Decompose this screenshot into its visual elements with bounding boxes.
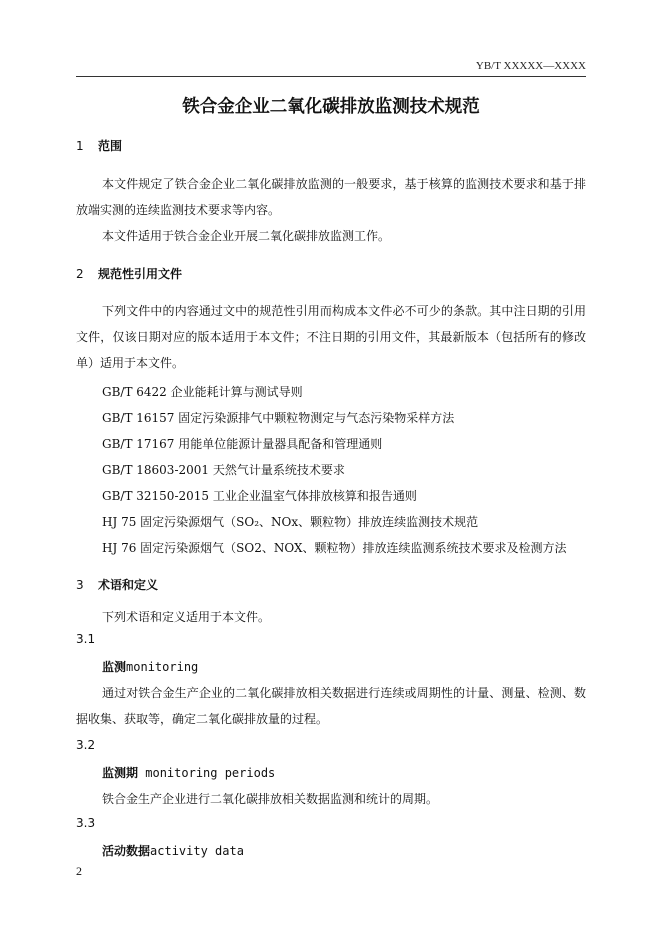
reference-item: GB/T 17167 用能单位能源计量器具配备和管理通则 (102, 437, 383, 451)
reference-item: GB/T 18603-2001 天然气计量系统技术要求 (102, 463, 345, 477)
term-en: monitoring periods (138, 766, 276, 780)
reference-item: HJ 76 固定污染源烟气（SO2、NOX、颗粒物）排放连续监测系统技术要求及检测方法 (102, 541, 567, 555)
document-title: 铁合金企业二氧化碳排放监测技术规范 (182, 97, 480, 117)
term-heading (102, 842, 244, 859)
reference-item: GB/T 6422 企业能耗计算与测试导则 (102, 385, 303, 399)
reference-item: HJ 75 固定污染源烟气（SO₂、NOx、颗粒物）排放连续监测技术规范 (102, 515, 479, 529)
term-heading (102, 658, 198, 675)
scope-paragraph-2: 本文件适用于铁合金企业开展二氧化碳排放监测工作。 (102, 229, 391, 243)
term-definition: 通过对铁合金生产企业的二氧化碳排放相关数据进行连续或周期性的计量、测量、检测、数据收集、获取等，确定二氧化碳排放量的过程。 (76, 686, 586, 726)
scope-paragraph-1: 本文件规定了铁合金企业二氧化碳排放监测的一般要求，基于核算的监测技术要求和基于排放端实测的连续监测技术要求等内容。 (76, 177, 586, 217)
section-number: 2 (76, 267, 84, 281)
section-number: 3 (76, 578, 84, 592)
term-definition: 铁合金生产企业进行二氧化碳排放相关数据监测和统计的周期。 (102, 792, 439, 806)
term-en: activity data (150, 844, 244, 858)
section-title: 范围 (98, 139, 123, 153)
page-number: 2 (76, 864, 82, 878)
section-number: 1 (76, 139, 84, 153)
term-zh: 监测期 (102, 766, 139, 780)
section-title: 术语和定义 (98, 578, 159, 592)
clause-number: 3.3 (76, 816, 96, 830)
section-title: 规范性引用文件 (98, 267, 183, 281)
clause-number: 3.1 (76, 632, 96, 646)
standard-code: YB/T XXXXX—XXXX (475, 60, 586, 72)
term-en: monitoring (126, 660, 199, 674)
references-intro: 下列文件中的内容通过文中的规范性引用而构成本文件必不可少的条款。其中注日期的引用文件，仅该日期对应的版本适用于本文件；不注日期的引用文件，其最新版本（包括所有的修改单）适用于本文件。 (76, 304, 586, 370)
reference-item: GB/T 32150-2015 工业企业温室气体排放核算和报告通则 (102, 489, 417, 503)
clause-number: 3.2 (76, 738, 96, 752)
header-rule (76, 76, 586, 77)
terms-intro: 下列术语和定义适用于本文件。 (102, 610, 271, 624)
section-3-heading (76, 576, 158, 593)
reference-item: GB/T 16157 固定污染源排气中颗粒物测定与气态污染物采样方法 (102, 411, 455, 425)
section-1-heading (76, 137, 122, 154)
term-zh: 活动数据 (102, 844, 151, 858)
term-heading (102, 764, 275, 781)
term-zh: 监测 (102, 660, 127, 674)
section-2-heading (76, 265, 182, 282)
